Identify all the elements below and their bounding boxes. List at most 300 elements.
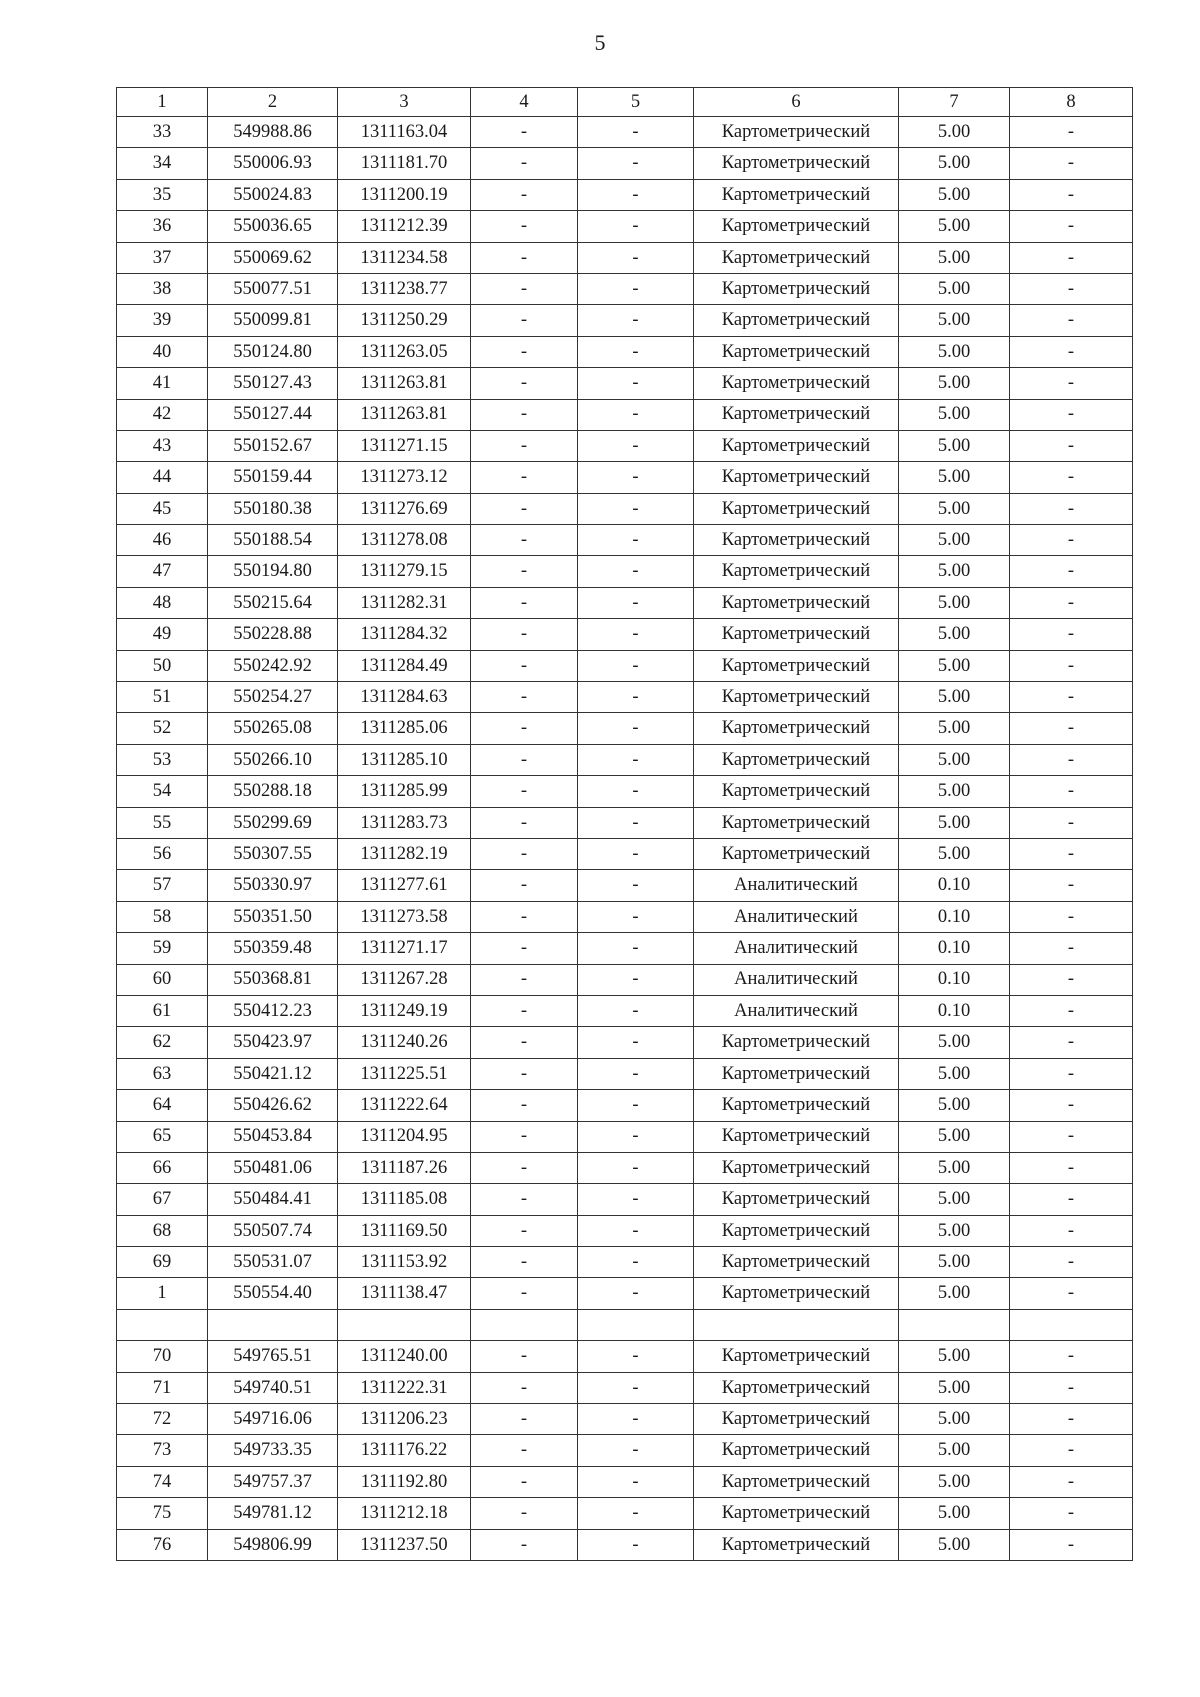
table-cell: 62 — [117, 1027, 208, 1058]
table-cell: - — [1010, 1184, 1133, 1215]
table-cell — [117, 1309, 208, 1340]
table-cell: 550265.08 — [208, 713, 338, 744]
table-cell: - — [471, 1058, 578, 1089]
table-cell: 1311163.04 — [338, 117, 471, 148]
table-cell: - — [1010, 305, 1133, 336]
table-cell: 1311285.06 — [338, 713, 471, 744]
table-cell: - — [471, 744, 578, 775]
table-cell: 54 — [117, 776, 208, 807]
table-cell: - — [1010, 117, 1133, 148]
table-cell: 550194.80 — [208, 556, 338, 587]
table-cell: 5.00 — [899, 1090, 1010, 1121]
table-cell: Картометрический — [694, 430, 899, 461]
table-cell: 1311263.81 — [338, 399, 471, 430]
table-row — [117, 148, 1133, 179]
table-cell: 5.00 — [899, 1215, 1010, 1246]
table-cell: - — [578, 1215, 694, 1246]
table-cell: 1311225.51 — [338, 1058, 471, 1089]
table-cell: 1311176.22 — [338, 1435, 471, 1466]
table-cell: - — [578, 838, 694, 869]
table-cell: 5.00 — [899, 1404, 1010, 1435]
table-cell: - — [471, 933, 578, 964]
table-cell: Картометрический — [694, 556, 899, 587]
table-cell: 36 — [117, 211, 208, 242]
table-cell: 1311267.28 — [338, 964, 471, 995]
table-cell: Картометрический — [694, 1529, 899, 1560]
table-cell: - — [578, 1152, 694, 1183]
table-cell: 550288.18 — [208, 776, 338, 807]
table-cell: 64 — [117, 1090, 208, 1121]
table-cell: 550412.23 — [208, 995, 338, 1026]
table-cell: 34 — [117, 148, 208, 179]
table-cell: 1311240.00 — [338, 1341, 471, 1372]
table-cell: - — [471, 1404, 578, 1435]
table-cell: - — [471, 493, 578, 524]
table-cell: - — [1010, 933, 1133, 964]
table-cell: 41 — [117, 368, 208, 399]
table-cell: 1311206.23 — [338, 1404, 471, 1435]
table-cell: - — [471, 179, 578, 210]
table-cell: 51 — [117, 682, 208, 713]
table-row — [117, 462, 1133, 493]
table-cell: Картометрический — [694, 117, 899, 148]
table-cell: - — [578, 1466, 694, 1497]
table-cell: 5.00 — [899, 1184, 1010, 1215]
table-cell: - — [1010, 744, 1133, 775]
table-cell: Картометрический — [694, 776, 899, 807]
table-cell: 1311222.64 — [338, 1090, 471, 1121]
table-row — [117, 1090, 1133, 1121]
table-cell: - — [1010, 682, 1133, 713]
table-cell: - — [578, 870, 694, 901]
table-cell: 1311284.49 — [338, 650, 471, 681]
table-body — [117, 88, 1133, 1561]
table-cell: 1311222.31 — [338, 1372, 471, 1403]
table-row — [117, 1435, 1133, 1466]
table-row — [117, 305, 1133, 336]
table-cell: 35 — [117, 179, 208, 210]
table-row — [117, 995, 1133, 1026]
table-cell: 5.00 — [899, 1498, 1010, 1529]
table-cell: - — [471, 1090, 578, 1121]
table-cell: 53 — [117, 744, 208, 775]
table-cell: Картометрический — [694, 211, 899, 242]
table-cell: 43 — [117, 430, 208, 461]
table-cell: 1311204.95 — [338, 1121, 471, 1152]
table-cell: 550554.40 — [208, 1278, 338, 1309]
table-cell: 1311278.08 — [338, 525, 471, 556]
table-row — [117, 933, 1133, 964]
table-cell: 1311187.26 — [338, 1152, 471, 1183]
table-cell: - — [1010, 1058, 1133, 1089]
table-cell: - — [471, 1435, 578, 1466]
table-cell: Картометрический — [694, 273, 899, 304]
table-row — [117, 1184, 1133, 1215]
table-row — [117, 1027, 1133, 1058]
table-cell: 5.00 — [899, 744, 1010, 775]
table-cell: - — [1010, 964, 1133, 995]
table-cell: 1311277.61 — [338, 870, 471, 901]
table-cell: 550180.38 — [208, 493, 338, 524]
table-cell: 550368.81 — [208, 964, 338, 995]
table-cell: - — [578, 1278, 694, 1309]
table-cell: Картометрический — [694, 1058, 899, 1089]
table-cell: Картометрический — [694, 1404, 899, 1435]
table-cell: - — [471, 964, 578, 995]
table-cell: 65 — [117, 1121, 208, 1152]
table-cell: - — [578, 242, 694, 273]
table-row — [117, 776, 1133, 807]
table-cell: 1311273.58 — [338, 901, 471, 932]
table-row — [117, 682, 1133, 713]
table-cell: - — [578, 1498, 694, 1529]
table-cell: 1311263.81 — [338, 368, 471, 399]
table-cell: 60 — [117, 964, 208, 995]
table-cell: 75 — [117, 1498, 208, 1529]
table-cell: - — [578, 1341, 694, 1372]
table-cell: - — [578, 399, 694, 430]
table-row — [117, 211, 1133, 242]
table-cell: - — [578, 336, 694, 367]
table-cell: - — [1010, 1466, 1133, 1497]
table-cell: 46 — [117, 525, 208, 556]
table-cell: - — [471, 148, 578, 179]
table-cell: - — [578, 273, 694, 304]
table-cell: - — [471, 1184, 578, 1215]
table-cell: 5.00 — [899, 556, 1010, 587]
table-cell: Аналитический — [694, 901, 899, 932]
table-cell: 70 — [117, 1341, 208, 1372]
table-cell: 5.00 — [899, 1435, 1010, 1466]
table-cell: - — [578, 179, 694, 210]
table-cell: Картометрический — [694, 1184, 899, 1215]
table-cell: 5.00 — [899, 1372, 1010, 1403]
table-cell: 49 — [117, 619, 208, 650]
table-cell: 58 — [117, 901, 208, 932]
table-cell: 550127.43 — [208, 368, 338, 399]
table-cell: - — [1010, 587, 1133, 618]
table-cell: 0.10 — [899, 901, 1010, 932]
table-cell: Картометрический — [694, 807, 899, 838]
table-row — [117, 336, 1133, 367]
table-cell: 5.00 — [899, 650, 1010, 681]
table-cell: - — [578, 901, 694, 932]
column-header: 2 — [208, 88, 338, 117]
table-cell: - — [1010, 1121, 1133, 1152]
coordinates-table — [116, 87, 1133, 1561]
table-cell: - — [1010, 838, 1133, 869]
table-cell: - — [471, 368, 578, 399]
table-cell: - — [578, 1027, 694, 1058]
table-cell: 5.00 — [899, 242, 1010, 273]
table-cell: - — [1010, 1435, 1133, 1466]
table-cell: - — [578, 430, 694, 461]
table-cell: Аналитический — [694, 870, 899, 901]
table-cell: 550124.80 — [208, 336, 338, 367]
table-cell: 1311271.15 — [338, 430, 471, 461]
table-cell: 5.00 — [899, 211, 1010, 242]
table-cell: 549765.51 — [208, 1341, 338, 1372]
column-header: 5 — [578, 88, 694, 117]
table-cell: - — [1010, 870, 1133, 901]
table-cell: - — [1010, 148, 1133, 179]
table-cell: - — [1010, 430, 1133, 461]
table-row — [117, 1529, 1133, 1560]
table-cell: Картометрический — [694, 368, 899, 399]
table-cell: Картометрический — [694, 1090, 899, 1121]
table-cell: 1311276.69 — [338, 493, 471, 524]
table-cell: - — [578, 556, 694, 587]
table-cell: 550228.88 — [208, 619, 338, 650]
table-cell: - — [471, 838, 578, 869]
table-cell: 1311212.18 — [338, 1498, 471, 1529]
table-cell: 550254.27 — [208, 682, 338, 713]
table-cell: Картометрический — [694, 1341, 899, 1372]
table-cell: - — [578, 650, 694, 681]
table-cell: 5.00 — [899, 776, 1010, 807]
table-cell: - — [1010, 462, 1133, 493]
table-cell: Картометрический — [694, 1466, 899, 1497]
table-cell: Картометрический — [694, 525, 899, 556]
table-cell: - — [1010, 211, 1133, 242]
table-cell: Картометрический — [694, 619, 899, 650]
table-cell: 0.10 — [899, 933, 1010, 964]
table-cell — [1010, 1309, 1133, 1340]
table-cell: 5.00 — [899, 1529, 1010, 1560]
table-cell: 5.00 — [899, 1466, 1010, 1497]
table-cell: - — [471, 525, 578, 556]
table-cell: Картометрический — [694, 305, 899, 336]
table-row — [117, 1309, 1133, 1340]
table-cell: - — [1010, 1215, 1133, 1246]
table-cell: 550127.44 — [208, 399, 338, 430]
table-cell: 66 — [117, 1152, 208, 1183]
table-cell: - — [578, 305, 694, 336]
table-cell: 549988.86 — [208, 117, 338, 148]
table-row — [117, 368, 1133, 399]
table-cell: 5.00 — [899, 336, 1010, 367]
table-row — [117, 1247, 1133, 1278]
table-cell: 5.00 — [899, 838, 1010, 869]
table-cell: 55 — [117, 807, 208, 838]
table-cell: - — [1010, 179, 1133, 210]
table-row — [117, 1466, 1133, 1497]
table-cell: - — [578, 525, 694, 556]
table-cell: - — [471, 901, 578, 932]
table-cell: 1311263.05 — [338, 336, 471, 367]
table-row — [117, 1215, 1133, 1246]
table-cell: - — [471, 1466, 578, 1497]
table-cell: - — [1010, 525, 1133, 556]
table-cell: 52 — [117, 713, 208, 744]
table-cell: Аналитический — [694, 933, 899, 964]
table-cell: 67 — [117, 1184, 208, 1215]
table-cell: Картометрический — [694, 493, 899, 524]
table-cell: - — [578, 493, 694, 524]
table-cell: - — [471, 430, 578, 461]
table-cell: - — [1010, 776, 1133, 807]
table-cell: Картометрический — [694, 1498, 899, 1529]
table-cell: 5.00 — [899, 368, 1010, 399]
table-cell: 47 — [117, 556, 208, 587]
table-cell: - — [1010, 1529, 1133, 1560]
table-cell: 50 — [117, 650, 208, 681]
table-cell: 1311284.63 — [338, 682, 471, 713]
table-cell: - — [471, 807, 578, 838]
table-cell: - — [578, 713, 694, 744]
table-cell: 1311238.77 — [338, 273, 471, 304]
table-row — [117, 650, 1133, 681]
table-cell: 550077.51 — [208, 273, 338, 304]
table-cell: 550159.44 — [208, 462, 338, 493]
table-cell: - — [471, 273, 578, 304]
table-cell: 1311192.80 — [338, 1466, 471, 1497]
table-cell: - — [1010, 807, 1133, 838]
table-cell: - — [1010, 368, 1133, 399]
column-header: 8 — [1010, 88, 1133, 117]
table-cell: - — [578, 933, 694, 964]
table-row — [117, 242, 1133, 273]
table-cell: - — [578, 1404, 694, 1435]
table-cell: 1311240.26 — [338, 1027, 471, 1058]
table-cell: - — [471, 1027, 578, 1058]
table-row — [117, 179, 1133, 210]
table-cell: 550099.81 — [208, 305, 338, 336]
table-cell: 0.10 — [899, 870, 1010, 901]
table-cell: - — [578, 682, 694, 713]
table-cell: 1311181.70 — [338, 148, 471, 179]
table-cell: - — [1010, 650, 1133, 681]
table-cell: - — [578, 744, 694, 775]
table-cell: Аналитический — [694, 964, 899, 995]
table-cell: - — [471, 462, 578, 493]
table-cell: 5.00 — [899, 273, 1010, 304]
table-cell: 1311284.32 — [338, 619, 471, 650]
table-cell: 1311200.19 — [338, 179, 471, 210]
table-cell: 5.00 — [899, 1058, 1010, 1089]
table-cell: 39 — [117, 305, 208, 336]
table-cell: Картометрический — [694, 682, 899, 713]
table-cell: 550453.84 — [208, 1121, 338, 1152]
page-number: 5 — [594, 30, 606, 55]
table-cell: 69 — [117, 1247, 208, 1278]
table-cell: 1 — [117, 1278, 208, 1309]
table-cell: - — [1010, 399, 1133, 430]
table-row — [117, 556, 1133, 587]
table-cell: - — [578, 1090, 694, 1121]
table-cell: 68 — [117, 1215, 208, 1246]
table-cell: 40 — [117, 336, 208, 367]
table-cell: 38 — [117, 273, 208, 304]
table-cell: 5.00 — [899, 117, 1010, 148]
table-row — [117, 713, 1133, 744]
table-row — [117, 619, 1133, 650]
table-cell: 71 — [117, 1372, 208, 1403]
table-cell: 550531.07 — [208, 1247, 338, 1278]
table-cell: 5.00 — [899, 619, 1010, 650]
table-cell: - — [471, 399, 578, 430]
table-cell — [578, 1309, 694, 1340]
table-cell: 550421.12 — [208, 1058, 338, 1089]
table-row — [117, 117, 1133, 148]
table-cell: - — [1010, 1278, 1133, 1309]
table-cell: Картометрический — [694, 462, 899, 493]
table-row — [117, 493, 1133, 524]
table-cell: - — [578, 211, 694, 242]
table-cell: 72 — [117, 1404, 208, 1435]
table-cell: Картометрический — [694, 242, 899, 273]
table-cell: Картометрический — [694, 1278, 899, 1309]
table-cell: 5.00 — [899, 587, 1010, 618]
table-cell: 5.00 — [899, 430, 1010, 461]
table-cell: - — [471, 1341, 578, 1372]
table-cell: - — [1010, 995, 1133, 1026]
table-row — [117, 901, 1133, 932]
table-cell: 550215.64 — [208, 587, 338, 618]
table-cell: - — [471, 117, 578, 148]
table-cell: 59 — [117, 933, 208, 964]
table-cell: 550351.50 — [208, 901, 338, 932]
table-cell: Картометрический — [694, 650, 899, 681]
table-cell: - — [471, 242, 578, 273]
table-cell: - — [1010, 1152, 1133, 1183]
table-cell: - — [578, 1184, 694, 1215]
table-cell: 549733.35 — [208, 1435, 338, 1466]
table-cell: 1311249.19 — [338, 995, 471, 1026]
table-cell: 550507.74 — [208, 1215, 338, 1246]
table-cell: - — [471, 305, 578, 336]
table-cell: 42 — [117, 399, 208, 430]
table-cell: 33 — [117, 117, 208, 148]
table-row — [117, 1498, 1133, 1529]
table-cell — [338, 1309, 471, 1340]
table-row — [117, 838, 1133, 869]
table-cell: 5.00 — [899, 1341, 1010, 1372]
table-cell: - — [471, 713, 578, 744]
table-cell: Аналитический — [694, 995, 899, 1026]
table-cell: Картометрический — [694, 1121, 899, 1152]
table-cell: 5.00 — [899, 525, 1010, 556]
table-cell: - — [578, 148, 694, 179]
table-cell: 550036.65 — [208, 211, 338, 242]
table-cell: 1311282.31 — [338, 587, 471, 618]
table-cell: - — [578, 1247, 694, 1278]
table-row — [117, 964, 1133, 995]
table-cell: 5.00 — [899, 807, 1010, 838]
table-cell: - — [471, 650, 578, 681]
table-cell: 550006.93 — [208, 148, 338, 179]
table-cell: 550359.48 — [208, 933, 338, 964]
table-cell: - — [1010, 1247, 1133, 1278]
table-cell: 549806.99 — [208, 1529, 338, 1560]
table-cell: 5.00 — [899, 1121, 1010, 1152]
table-cell: - — [1010, 901, 1133, 932]
table-cell: 1311169.50 — [338, 1215, 471, 1246]
table-cell: - — [578, 776, 694, 807]
column-header: 1 — [117, 88, 208, 117]
table-cell: - — [578, 117, 694, 148]
table-cell: Картометрический — [694, 1215, 899, 1246]
table-cell: - — [471, 1372, 578, 1403]
table-cell: 1311237.50 — [338, 1529, 471, 1560]
table-cell: - — [471, 776, 578, 807]
table-cell: Картометрический — [694, 1152, 899, 1183]
table-cell: - — [471, 1247, 578, 1278]
table-cell: 5.00 — [899, 399, 1010, 430]
table-cell: Картометрический — [694, 148, 899, 179]
table-cell: - — [471, 556, 578, 587]
table-cell: 1311285.99 — [338, 776, 471, 807]
